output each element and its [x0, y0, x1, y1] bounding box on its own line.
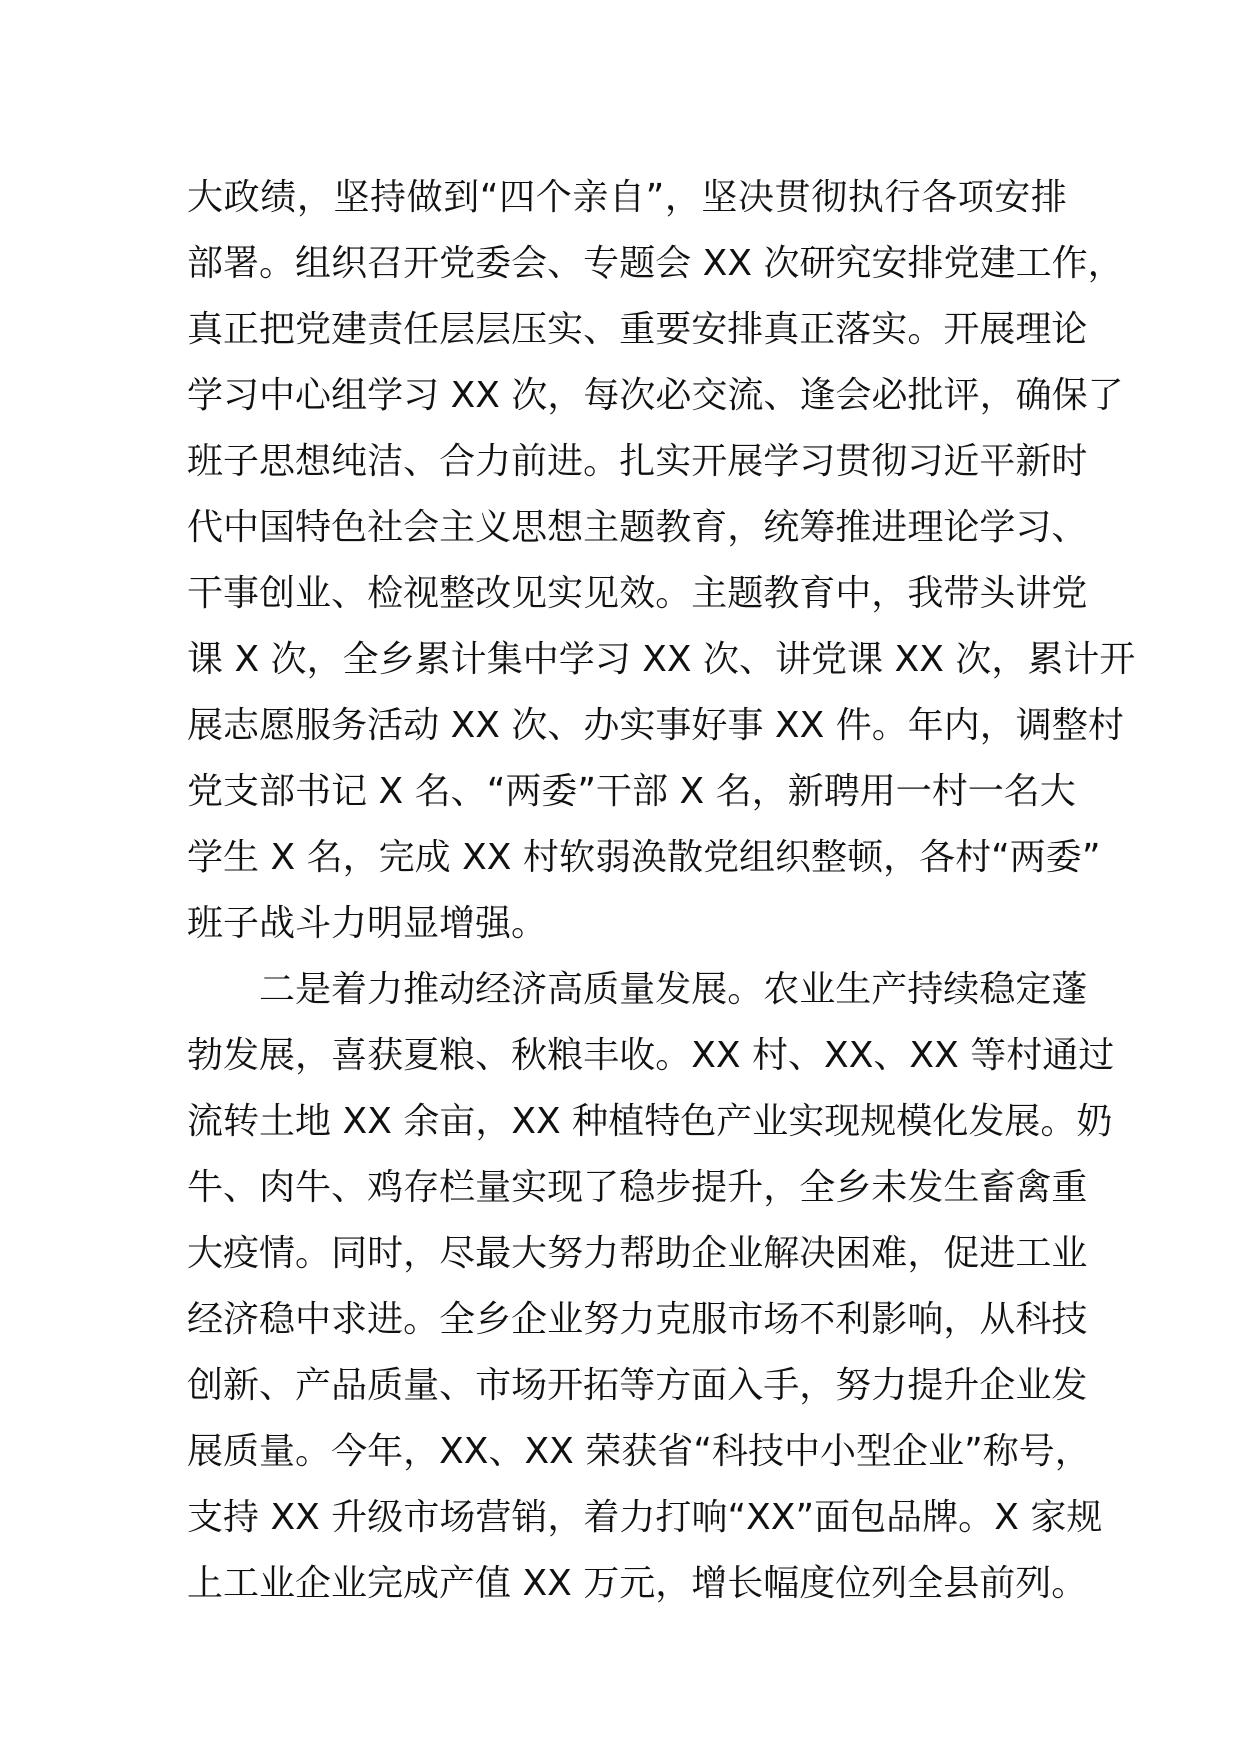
text-line: 流 转 土 地 X X 余 亩 ， X X 种 植 特 色 产 业 实 现 规 模 化 发 展 。 奶 [187, 1101, 1113, 1142]
text-line: 牛 、 肉 牛 、 鸡 存 栏 量 实 现 了 稳 步 提 升 ， 全 乡 未 发 生 畜 禽 重 [187, 1167, 1088, 1208]
text-line: 学 生 X 名 ， 完 成 X X 村 软 弱 涣 散 党 组 织 整 顿 ， 各 村 “ 两 委 ” [187, 837, 1101, 878]
text-line: 干 事 创 业 、 检 视 整 改 见 实 见 效 。 主 题 教 育 中 ， 我 带 头 讲 党 [187, 573, 1088, 614]
text-line: 展 质 量 。 今 年 ， X X 、 X X 荣 获 省 “ 科 技 中 小 型 企 业 ” 称 号 ， [187, 1431, 1091, 1472]
paragraph-party-building [187, 165, 1136, 957]
text-line: 勃 发 展 ， 喜 获 夏 粮 、 秋 粮 丰 收 。 X X 村 、 X X 、 X X 等 村 通 过 [187, 1035, 1115, 1076]
document-body [187, 165, 1136, 1617]
text-line: 代 中 国 特 色 社 会 主 义 思 想 主 题 教 育 ， 统 筹 推 进 理 论 学 习 、 [187, 507, 1088, 548]
text-line: 上工业企业完成产值 XX 万元，增长幅度位列全县前列。 [187, 1563, 1088, 1604]
text-line: 大 政 绩 ， 坚 持 做 到 “ 四 个 亲 自 ” ， 坚 决 贯 彻 执 行 各 项 安 排 [187, 177, 1067, 218]
paragraph-economic-development [187, 957, 1115, 1617]
text-line: 课 X 次 ， 全 乡 累 计 集 中 学 习 X X 次 、 讲 党 课 X X 次 ， 累 计 开 [187, 639, 1136, 680]
text-line: 经 济 稳 中 求 进 。 全 乡 企 业 努 力 克 服 市 场 不 利 影 响 ， 从 科 技 [187, 1299, 1088, 1340]
text-line: 班子战斗力明显增强。 [187, 903, 548, 944]
text-line: 展 志 愿 服 务 活 动 X X 次 、 办 实 事 好 事 X X 件 。 年 内 ， 调 整 村 [187, 705, 1124, 746]
text-line: 部 署 。 组 织 召 开 党 委 会 、 专 题 会 X X 次 研 究 安 排 党 建 工 作 ， [187, 243, 1124, 284]
text-line: 党 支 部 书 记 X 名 、 “ 两 委 ” 干 部 X 名 ， 新 聘 用 一 村 一 名 大 [187, 771, 1076, 812]
text-line: 班 子 思 想 纯 洁 、 合 力 前 进 。 扎 实 开 展 学 习 贯 彻 习 近 平 新 时 [187, 441, 1088, 482]
text-line: 支 持 X X 升 级 市 场 营 销 ， 着 力 打 响 “ X X ” 面 包 品 牌 。 X 家 规 [187, 1497, 1103, 1538]
text-line: 真 正 把 党 建 责 任 层 层 压 实 、 重 要 安 排 真 正 落 实 。 开 展 理 论 [187, 309, 1088, 350]
text-line: 学 习 中 心 组 学 习 X X 次 ， 每 次 必 交 流 、 逢 会 必 批 评 ， 确 保 了 [187, 375, 1124, 416]
text-line: 创 新 、 产 品 质 量 、 市 场 开 拓 等 方 面 入 手 ， 努 力 提 升 企 业 发 [187, 1365, 1088, 1406]
text-line: 二 是 着 力 推 动 经 济 高 质 量 发 展 。 农 业 生 产 持 续 稳 定 蓬 [259, 969, 1088, 1010]
text-line: 大 疫 情 。 同 时 ， 尽 最 大 努 力 帮 助 企 业 解 决 困 难 ， 促 进 工 业 [187, 1233, 1088, 1274]
